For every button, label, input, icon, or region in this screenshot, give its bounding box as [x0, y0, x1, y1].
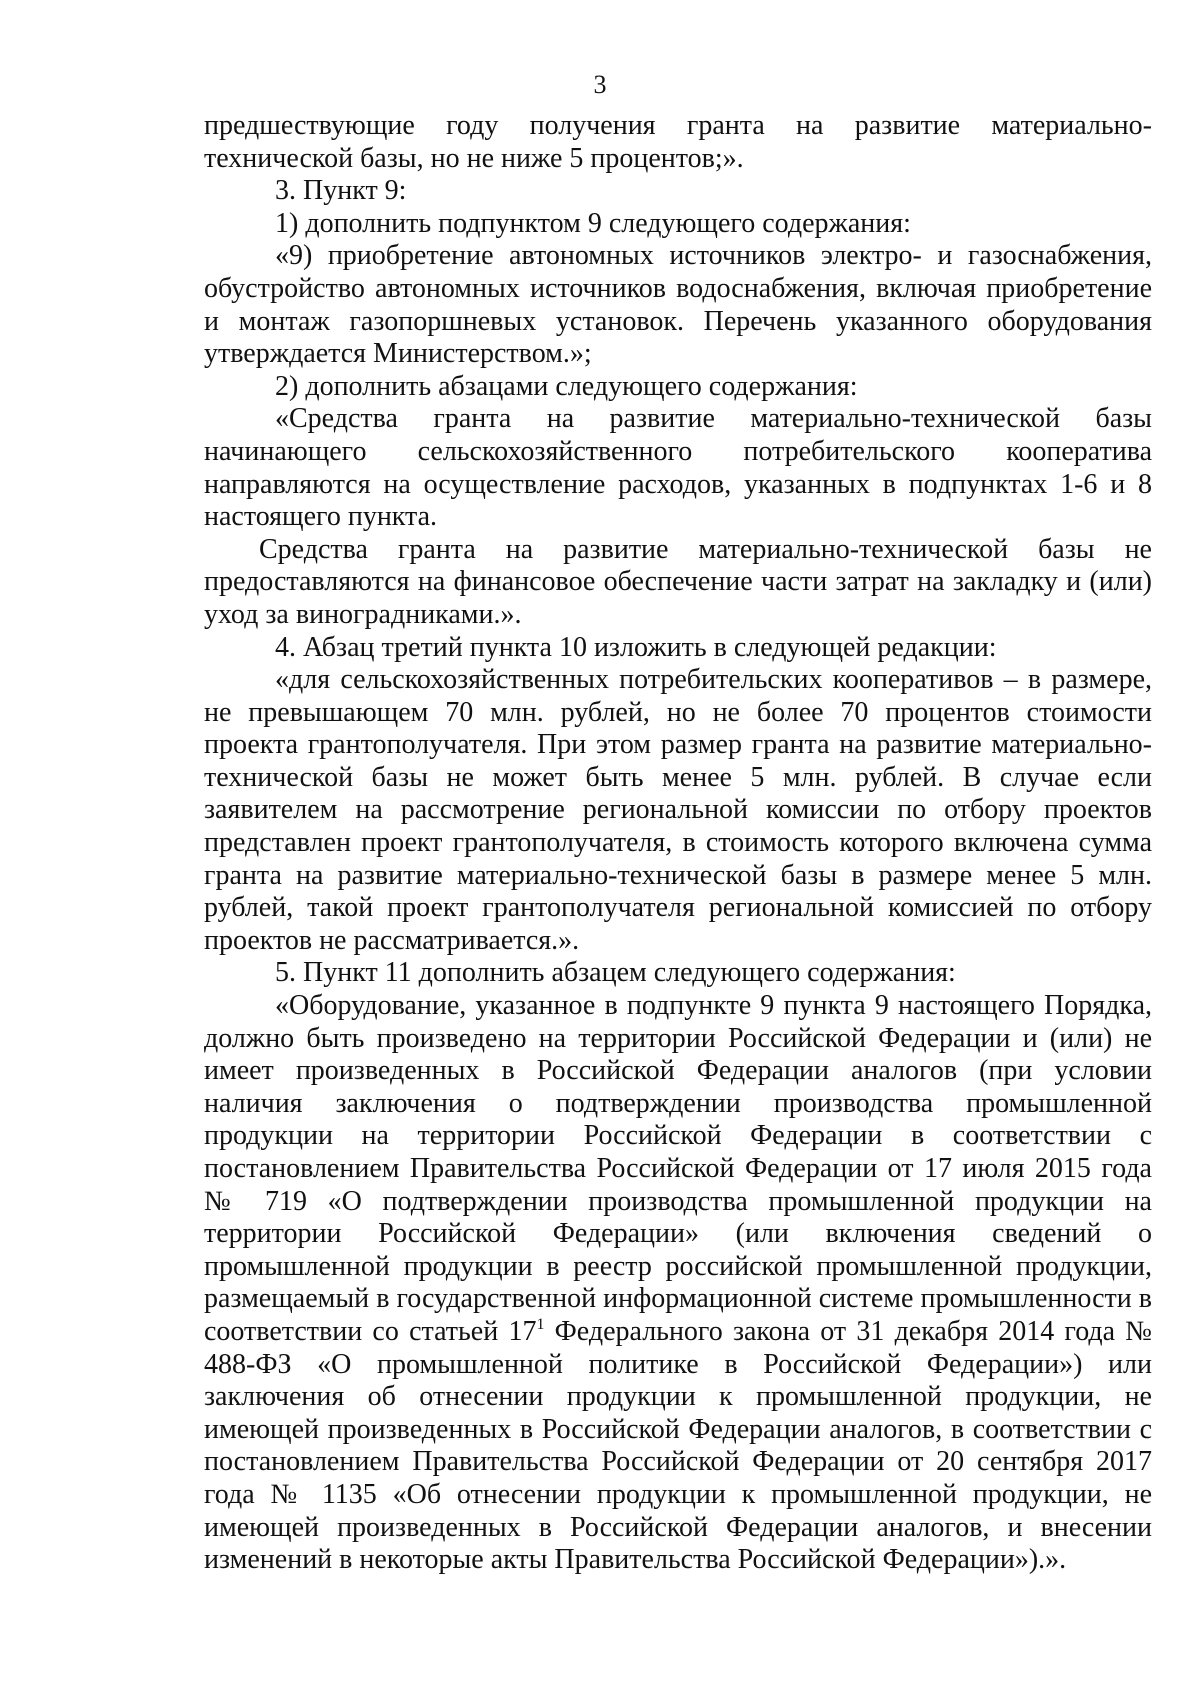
- paragraph-item-4: 4. Абзац третий пункта 10 изложить в следующей редакции:: [275, 631, 997, 663]
- article-superscript: 1: [536, 1315, 545, 1333]
- equipment-text-part-2: Федерального закона от 31 декабря 2014 года № 488-ФЗ «О промышленной политике в Российской Федерации») или заключения об отнесении продукции к промышленной продукции, не имеющей произведенных в Российской Федерации аналогов, в соответствии с постановлением Правительства Российской Федерации от 20 сентября 2017 года № 1135 «Об отнесении продукции к промышленной продукции, не имеющей произведенных в Российской Федерации аналогов, и внесении изменений в некоторые акты Правительства Российской Федерации»).».: [204, 1315, 1153, 1576]
- paragraph-item-5: 5. Пункт 11 дополнить абзацем следующего содержания:: [275, 957, 956, 989]
- paragraph-quoted-cooperatives: «для сельскохозяйственных потребительских кооперативов – в размере, не превышающем 70 млн. рублей, но не более 70 процентов стоимости проекта грантополучателя. При этом размер гранта на развитие материально-технической базы не может быть менее 5 млн. рублей. В случае если заявителем на рассмотрение региональной комиссии по отбору проектов представлен проект грантополучателя, в стоимость которого включена сумма гранта на развитие материально-технической базы в размере менее 5 млн. рублей, такой проект грантополучателя региональной комиссией по отбору проектов не рассматривается.».: [204, 664, 1152, 956]
- paragraph-continuation: предшествующие году получения гранта на развитие материально-технической базы, но не ниже 5 процентов;».: [204, 110, 1152, 174]
- paragraph-quoted-grant-expenses: «Средства гранта на развитие материально-технической базы начинающего сельскохозяйственного потребительского кооператива направляются на осуществление расходов, указанных в подпунктах 1-6 и 8 настоящего пункта.: [204, 403, 1152, 533]
- equipment-text-part-1: «Оборудование, указанное в подпункте 9 пункта 9 настоящего Порядка, должно быть произведено на территории Российской Федерации и (или) не имеет произведенных в Российской Федерации аналогов (при условии наличия заключения о подтверждении производства промышленной продукции на территории Российской Федерации в соответствии с постановлением Правительства Российской Федерации от 17 июля 2015 года № 719 «О подтверждении производства промышленной продукции на территории Российской Федерации» (или включения сведений о промышленной продукции в реестр российской промышленной продукции, размещаемый в государственной информационной системе промышленности в соответствии со статьей 17: [204, 990, 1152, 1347]
- document-body: [204, 110, 1152, 1577]
- paragraph-grant-restriction: Средства гранта на развитие материально-технической базы не предоставляются на финансовое обеспечение части затрат на закладку и (или) уход за виноградниками.».: [204, 533, 1152, 630]
- paragraph-item-3-heading: 3. Пункт 9:: [275, 175, 407, 207]
- paragraph-subitem-1: 1) дополнить подпунктом 9 следующего содержания:: [275, 207, 911, 239]
- paragraph-quoted-subitem-9: «9) приобретение автономных источников электро- и газоснабжения, обустройство автономных источников водоснабжения, включая приобретение и монтаж газопоршневых установок. Перечень указанного оборудования утверждается Министерством.»;: [204, 240, 1152, 370]
- paragraph-subitem-2: 2) дополнить абзацами следующего содержания:: [275, 370, 858, 402]
- paragraph-quoted-equipment: [204, 990, 1152, 1577]
- page-number: 3: [593, 70, 607, 99]
